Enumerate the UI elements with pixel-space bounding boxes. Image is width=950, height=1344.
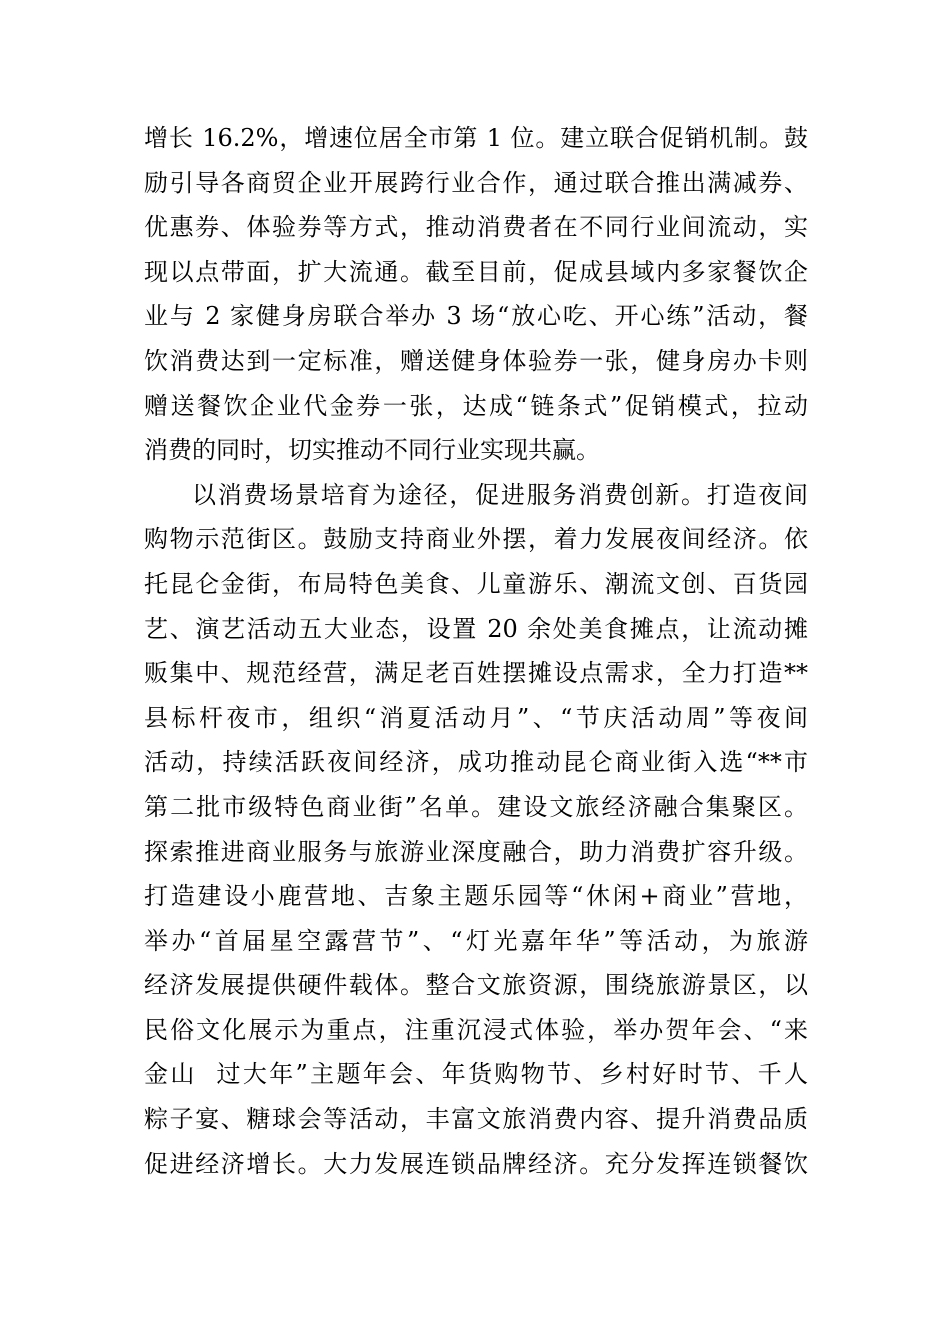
text-line-23: 粽子宴、糖球会等活动，丰富文旅消费内容、提升消费品质: [144, 1105, 808, 1134]
text-line-15: 活动，持续活跃夜间经济，成功推动昆仑商业街入选“**市: [144, 748, 808, 777]
text-line-18: 打造建设小鹿营地、吉象主题乐园等“休闲+商业”营地，: [144, 882, 808, 911]
text-line-3: 优惠券、体验券等方式，推动消费者在不同行业间流动，实: [144, 213, 808, 242]
text-line-13: 贩集中、规范经营，满足老百姓摆摊设点需求，全力打造**: [144, 659, 808, 688]
text-line-6: 饮消费达到一定标准，赠送健身体验券一张，健身房办卡则: [144, 346, 808, 375]
text-line-20: 经济发展提供硬件载体。整合文旅资源，围绕旅游景区，以: [144, 971, 808, 1000]
text-line-4: 现以点带面，扩大流通。截至目前，促成县域内多家餐饮企: [144, 257, 808, 286]
text-line-1: 增长 16.2%，增速位居全市第 1 位。建立联合促销机制。鼓: [144, 124, 808, 152]
text-line-8: 消费的同时，切实推动不同行业实现共赢。: [144, 436, 600, 465]
text-line-2: 励引导各商贸企业开展跨行业合作，通过联合推出满减券、: [144, 168, 808, 197]
body-text: [144, 116, 808, 1186]
text-line-19: 举办“首届星空露营节”、“灯光嘉年华”等活动，为旅游: [144, 926, 808, 955]
paragraph-start-line: 以消费场景培育为途径，促进服务消费创新。打造夜间: [192, 480, 808, 509]
text-line-14: 县标杆夜市，组织“消夏活动月”、“节庆活动周”等夜间: [144, 703, 808, 732]
text-line-16: 第二批市级特色商业街”名单。建设文旅经济融合集聚区。: [144, 792, 808, 821]
text-line-11: 托昆仑金街，布局特色美食、儿童游乐、潮流文创、百货园: [144, 569, 808, 598]
text-line-5: 业与 2 家健身房联合举办 3 场“放心吃、开心练”活动，餐: [144, 302, 808, 331]
text-line-12: 艺、演艺活动五大业态，设置 20 余处美食摊点，让流动摊: [144, 614, 808, 643]
text-line-22: 金山 过大年”主题年会、年货购物节、乡村好时节、千人: [144, 1060, 808, 1089]
text-line-24: 促进经济增长。大力发展连锁品牌经济。充分发挥连锁餐饮: [144, 1149, 808, 1178]
text-line-10: 购物示范街区。鼓励支持商业外摆，着力发展夜间经济。依: [144, 525, 808, 554]
text-line-17: 探索推进商业服务与旅游业深度融合，助力消费扩容升级。: [144, 837, 808, 866]
text-line-7: 赠送餐饮企业代金券一张，达成“链条式”促销模式，拉动: [144, 391, 808, 420]
text-line-21: 民俗文化展示为重点，注重沉浸式体验，举办贺年会、“来: [144, 1015, 808, 1044]
